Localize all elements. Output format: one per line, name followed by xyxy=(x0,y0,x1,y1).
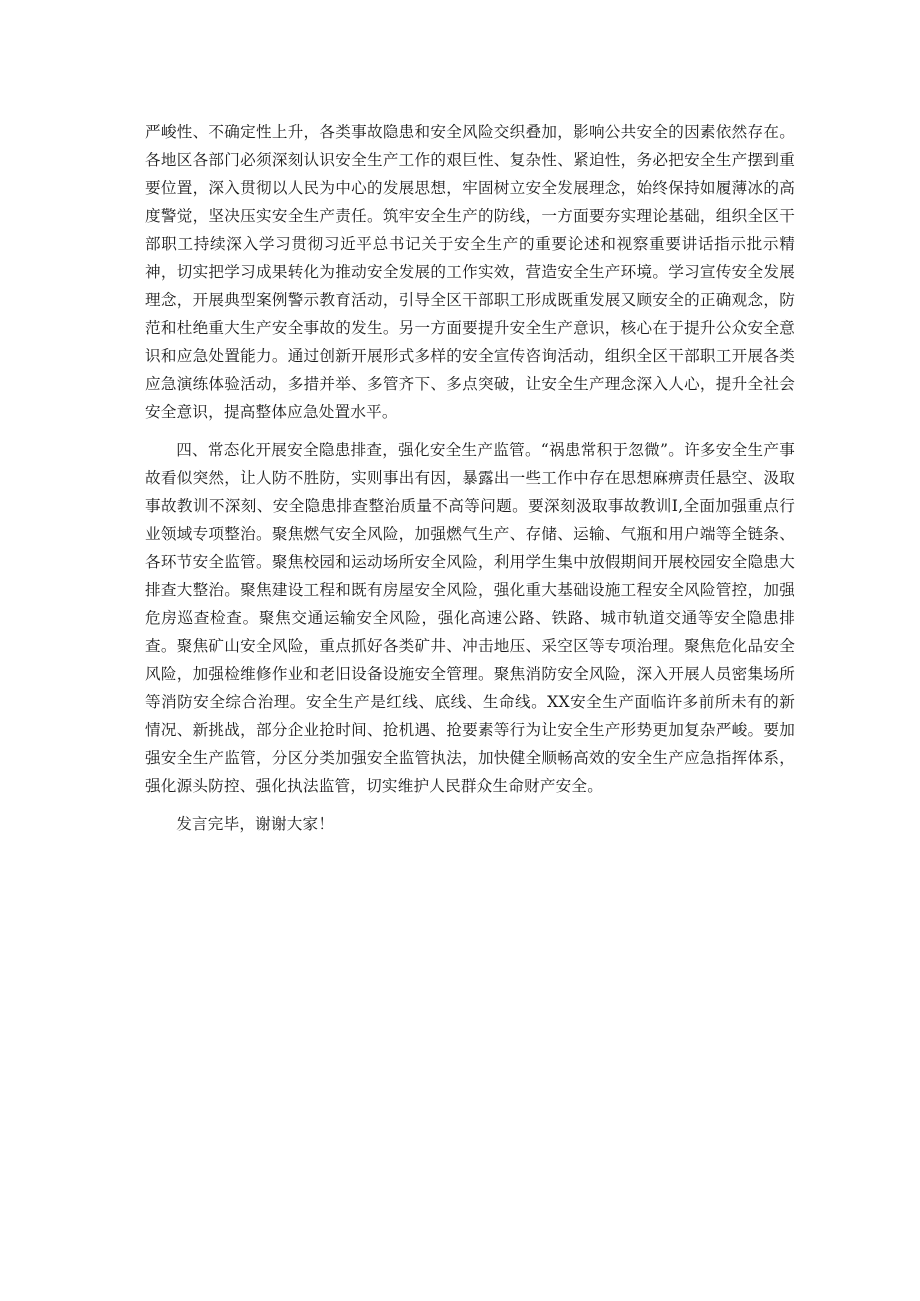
paragraph-section-four: 四、常态化开展安全隐患排查，强化安全生产监管。“祸患常积于忽微”。许多安全生产事故看似突然，让人防不胜防，实则事出有因，暴露出一些工作中存在思想麻痹责任悬空、汲取事故教训不深刻、安全隐患排查整治质量不高等问题。要深刻汲取事故教训I,全面加强重点行业领域专项整治。聚焦燃气安全风险，加强燃气生产、存储、运输、气瓶和用户端等全链条、各环节安全监管。聚焦校园和运动场所安全风险，利用学生集中放假期间开展校园安全隐患大排查大整治。聚焦建设工程和既有房屋安全风险，强化重大基础设施工程安全风险管控，加强危房巡查检查。聚焦交通运输安全风险，强化高速公路、铁路、城市轨道交通等安全隐患排查。聚焦矿山安全风险，重点抓好各类矿井、冲击地压、采空区等专项治理。聚焦危化品安全风险，加强检维修作业和老旧设备设施安全管理。聚焦消防安全风险，深入开展人员密集场所等消防安全综合治理。安全生产是红线、底线、生命线。XX安全生产面临许多前所未有的新情况、新挑战，部分企业抢时间、抢机遇、抢要素等行为让安全生产形势更加复杂严峻。要加强安全生产监管，分区分类加强安全监管执法，加快健全顺畅高效的安全生产应急指挥体系，强化源头防控、强化执法监管，切实维护人民群众生命财产安全。 xyxy=(145,441,795,795)
paragraph-closing: 发言完毕，谢谢大家！ xyxy=(176,815,335,833)
document-page xyxy=(145,118,795,838)
paragraph-continued: 严峻性、不确定性上升，各类事故隐患和安全风险交织叠加，影响公共安全的因素依然存在。各地区各部门必须深刻认识安全生产工作的艰巨性、复杂性、紧迫性，务必把安全生产摆到重要位置，深入贯彻以人民为中心的发展思想，牢固树立安全发展理念，始终保持如履薄冰的高度警觉，坚决压实安全生产责任。筑牢安全生产的防线，一方面要夯实理论基础，组织全区干部职工持续深入学习贯彻习近平总书记关于安全生产的重要论述和视察重要讲话指示批示精神，切实把学习成果转化为推动安全发展的工作实效，营造安全生产环境。学习宣传安全发展理念，开展典型案例警示教育活动，引导全区干部职工形成既重发展又顾安全的正确观念，防范和杜绝重大生产安全事故的发生。另一方面要提升安全生产意识，核心在于提升公众安全意识和应急处置能力。通过创新开展形式多样的安全宣传咨询活动，组织全区干部职工开展各类应急演练体验活动，多措并举、多管齐下、多点突破，让安全生产理念深入人心，提升全社会安全意识，提高整体应急处置水平。 xyxy=(145,123,795,421)
